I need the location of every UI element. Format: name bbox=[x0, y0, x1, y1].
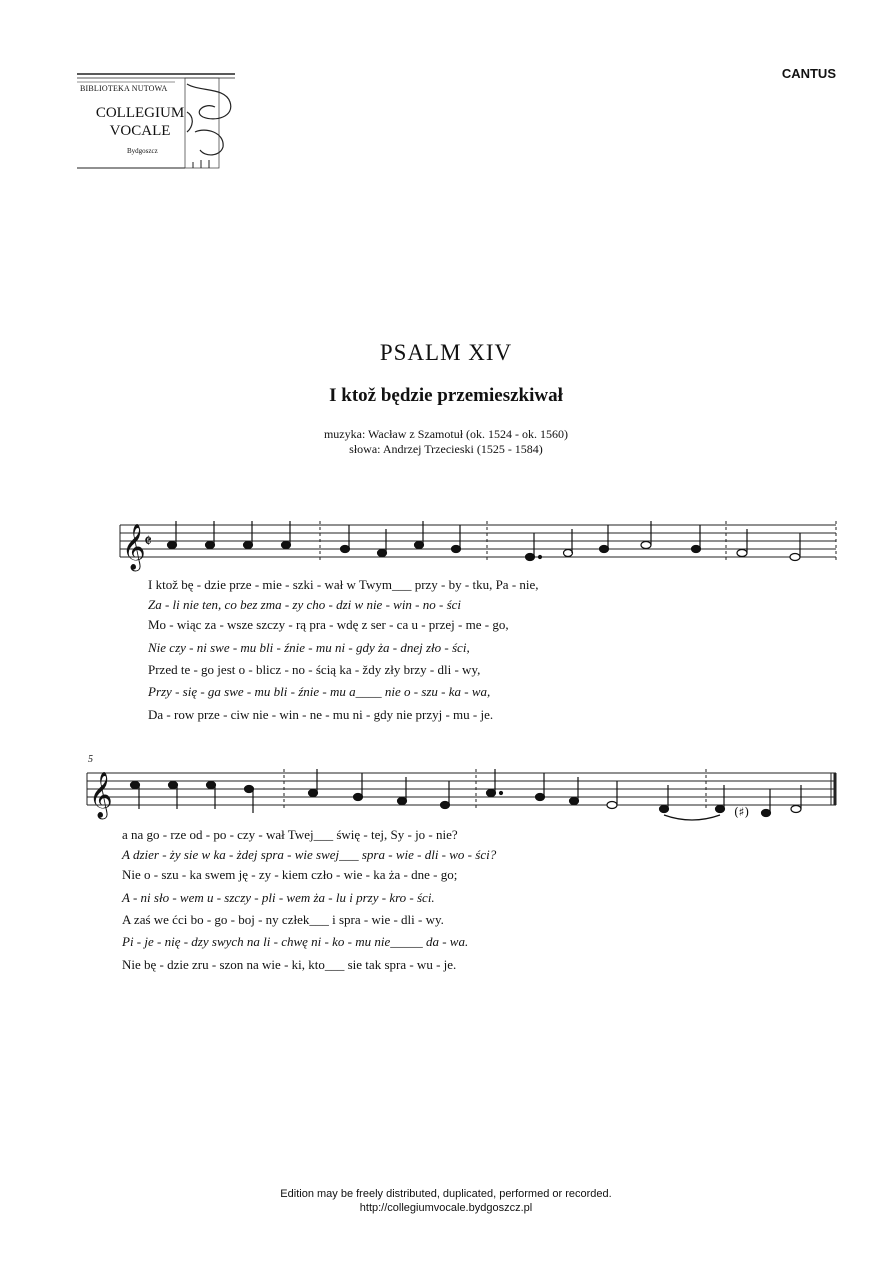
page-title: PSALM XIV bbox=[379, 340, 513, 365]
staff-system-1 bbox=[0, 515, 892, 585]
logo-line-3: VOCALE bbox=[109, 123, 171, 139]
verse-line: Za - li nie ten, co bez zma - zy cho - dzi w nie - win - no - ści bbox=[148, 597, 462, 612]
time-signature-icon: 𝄵 bbox=[144, 531, 153, 552]
verse-line: A dzier - ży sie w ka - żdej spra - wie swej___ spra - wie - dli - wo - ści? bbox=[122, 847, 497, 862]
logo-main-text bbox=[95, 104, 185, 140]
voice-part-label: CANTUS bbox=[781, 66, 836, 81]
page-subtitle: I ktož będzie przemieszkiwał bbox=[329, 385, 563, 406]
verse-line: Nie czy - ni swe - mu bli - źnie - mu ni - gdy ża - dnej zło - ści, bbox=[148, 640, 470, 655]
verse-line: I ktož bę - dzie prze - mie - szki - wał w Twym___ przy - by - tku, Pa - nie, bbox=[148, 577, 539, 592]
footer-license: Edition may be freely distributed, duplicated, performed or recorded. bbox=[280, 1188, 612, 1200]
verse-line: Mo - wiąc za - wsze szczy - rą pra - wdę z ser - ca u - przej - me - go, bbox=[148, 617, 509, 632]
verse-line: Nie o - szu - ka swem ję - zy - kiem czło - wie - ka ża - dne - go; bbox=[122, 867, 458, 882]
collegium-vocale-logo bbox=[75, 72, 237, 172]
logo-line-4: Bydgoszcz bbox=[127, 147, 158, 155]
verse-line: Da - row prze - ciw nie - win - ne - mu ni - gdy nie przyj - mu - je. bbox=[148, 707, 494, 722]
verse-line: A - ni sło - wem u - szczy - pli - wem ża - lu i przy - kro - ści. bbox=[122, 890, 435, 905]
verse-line: Przy - się - ga swe - mu bli - źnie - mu a____ nie o - szu - ka - wa, bbox=[148, 684, 491, 699]
verse-line: a na go - rze od - po - czy - wał Twej___ świę - tej, Sy - jo - nie? bbox=[122, 827, 458, 842]
verse-line: Pi - je - nię - dzy swych na li - chwę ni - ko - mu nie_____ da - wa. bbox=[122, 934, 469, 949]
words-credit: słowa: Andrzej Trzecieski (1525 - 1584) bbox=[349, 442, 543, 456]
logo-line-1: BIBLIOTEKA NUTOWA bbox=[80, 84, 168, 93]
music-credit: muzyka: Wacław z Szamotuł (ok. 1524 - ok. 1560) bbox=[323, 427, 569, 441]
logo-line-2: COLLEGIUM bbox=[95, 105, 185, 121]
measure-number: 5 bbox=[88, 754, 93, 765]
verse-line: Przed te - go jest o - blicz - no - ścią ka - ždy zły brzy - dli - wy, bbox=[148, 662, 481, 677]
verse-line: A zaś we ćci bo - go - boj - ny człek___ i spra - wie - dli - wy. bbox=[122, 912, 444, 927]
treble-clef-icon: 𝄞 bbox=[89, 772, 113, 818]
verse-line: Nie bę - dzie zru - szon na wie - ki, kto___ sie tak spra - wu - je. bbox=[122, 957, 457, 972]
footer bbox=[0, 1187, 892, 1215]
notes-system-2 bbox=[131, 769, 802, 820]
sharp-icon: (♯) bbox=[734, 805, 750, 819]
treble-clef-icon: 𝄞 bbox=[122, 524, 146, 570]
footer-url[interactable]: http://collegiumvocale.bydgoszcz.pl bbox=[359, 1202, 533, 1214]
staff-system-2 bbox=[0, 763, 892, 833]
